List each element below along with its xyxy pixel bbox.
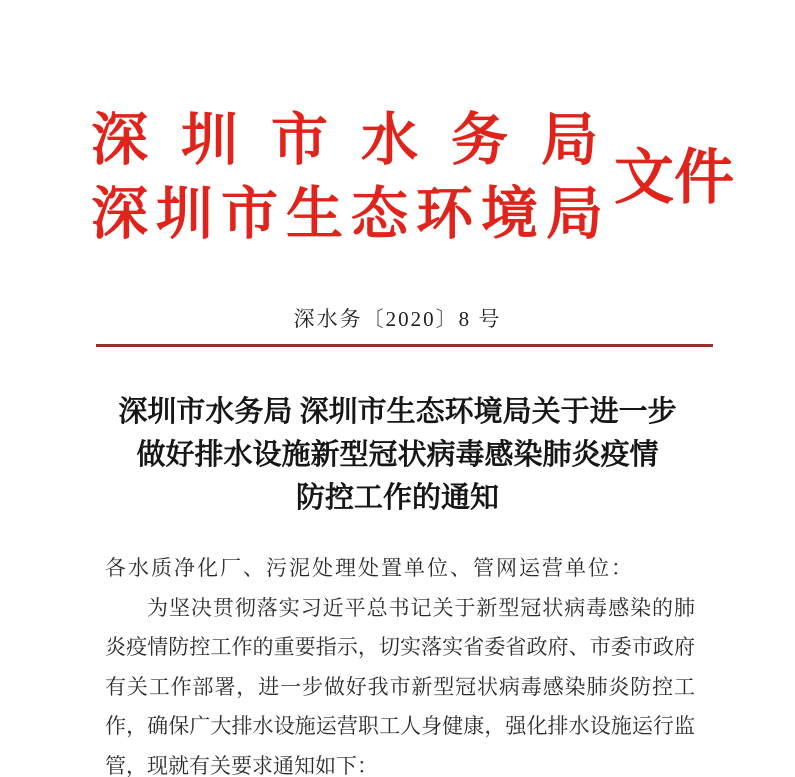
body-line-3: 有关工作部署，进一步做好我市新型冠状病毒感染肺炎防控工 (105, 674, 695, 699)
doc-number: 深水务〔2020〕8 号 (293, 307, 502, 331)
title-line-1: 深圳市水务局 深圳市生态环境局关于进一步 (118, 396, 677, 428)
org-name-line1: 深圳市水务局 (91, 109, 631, 172)
body-line-2: 炎疫情防控工作的重要指示，切实落实省委省政府、市委市政府 (105, 635, 695, 659)
body-line-1: 为坚决贯彻落实习近平总书记关于新型冠状病毒感染的肺 (147, 595, 695, 620)
red-divider (96, 344, 713, 347)
salutation: 各水质净化厂、污泥处理处置单位、管网运营单位： (105, 556, 634, 580)
document-word: 文件 (614, 145, 734, 211)
document-title (0, 391, 795, 520)
title-line-3: 防控工作的通知 (295, 482, 499, 514)
body-line-5: 管，现就有关要求通知如下： (105, 753, 378, 777)
body-line-4: 作，确保广大排水设施运营职工人身健康，强化排水设施运行监 (105, 714, 695, 738)
body-text (105, 549, 695, 777)
title-line-2: 做好排水设施新型冠状病毒感染肺炎疫情 (136, 439, 659, 471)
org-name-line2: 深圳市生态环境局 (91, 183, 611, 246)
